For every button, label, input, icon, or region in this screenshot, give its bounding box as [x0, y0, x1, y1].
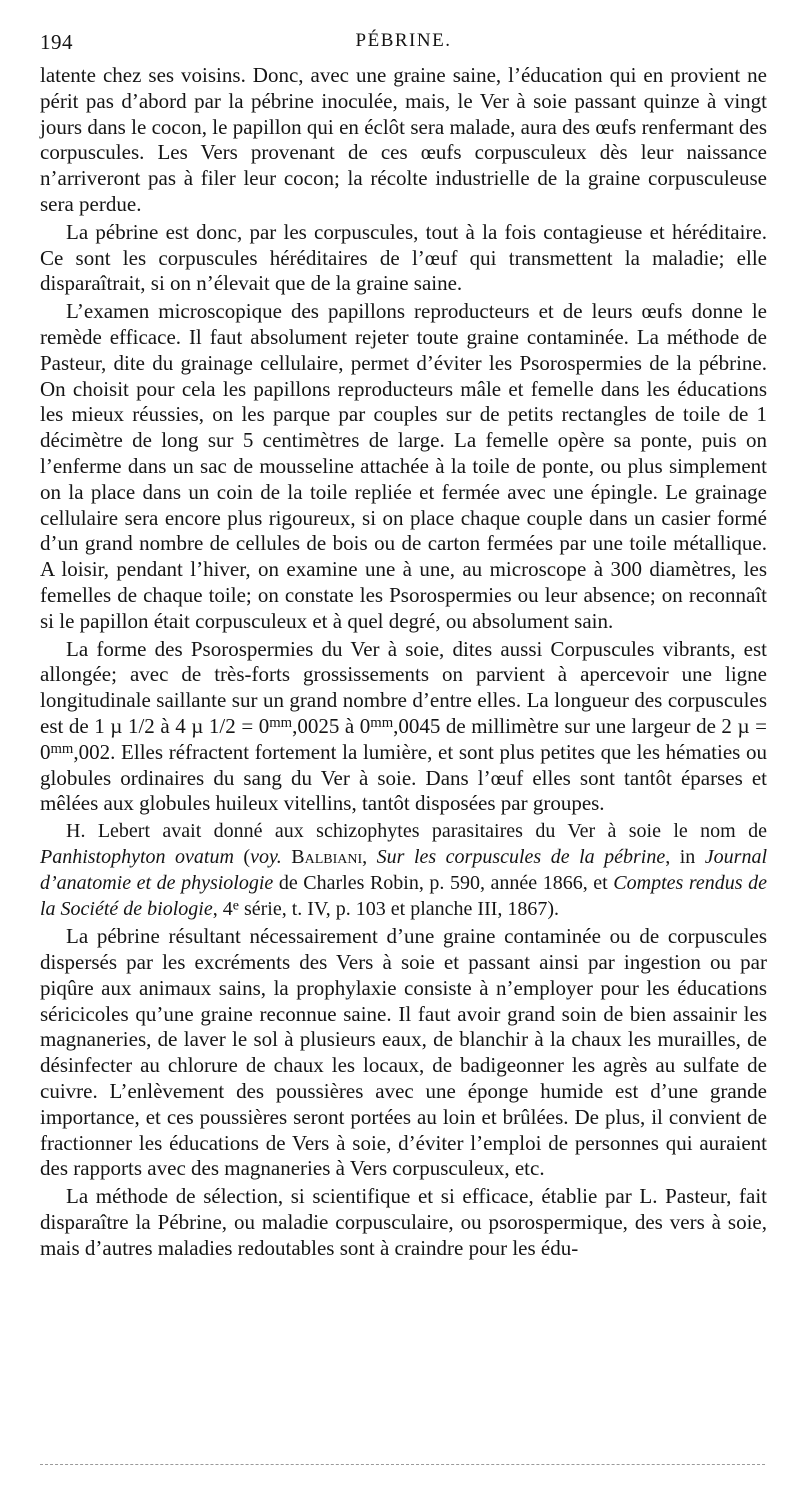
text-run	[282, 846, 292, 868]
text-run: (	[233, 845, 251, 868]
page-header	[40, 28, 767, 56]
text-run: série, t. IV, p. 103 et planche III, 1867).	[238, 897, 560, 920]
paragraph-5-note	[40, 819, 767, 922]
paragraph-3: L’examen microscopique des papillons reproducteurs et de leurs œufs donne le remède efficace. Il faut absolument rejeter toute graine contaminée. La méthode de Pasteur, dite du grainage cellulaire, permet d’éviter les Psorospermies de la pébrine. On choisit pour cela les papillons reproducteurs mâle et femelle dans les éducations les mieux réussies, on les parque par couples sur de petits rectangles de toile de 1 décimètre de long sur 5 centimètres de large. La femelle opère sa ponte, puis on l’enferme dans un sac de mousseline attachée à la toile de ponte, ou plus simplement on la place dans un coin de la toile repliée et fermée avec une épingle. Le grainage cellulaire sera encore plus rigoureux, si on place chaque couple dans un casier formé d’un grand nombre de cellules de bois ou de carton fermées par une toile métallique. A loisir, pendant l’hiver, on examine une à une, au microscope à 300 diamètres, les femelles de chaque toile; on constate les Psorospermies ou leur absence; on reconnaît si le papillon était corpusculeux et à quel degré, ou absolument sain.	[40, 299, 767, 633]
italic-run: Comptes rendus de la Société de biologie	[40, 871, 767, 920]
text-run: ,	[362, 845, 377, 868]
book-page	[40, 28, 767, 1262]
italic-run: voy.	[250, 845, 282, 868]
text-run: ,002. Elles réfractent fortement la lumière, et sont plus petites que les hématies ou globules ordinaires du sang du Ver à soie. Dans l’œuf elles sont tantôt éparses et mêlées aux globules huileux vitellins, tantôt disposées par groupes.	[40, 739, 767, 816]
italic-run: Journal d’anatomie et de physiologie	[40, 845, 767, 894]
superscript: mm	[269, 715, 293, 732]
paragraph-4	[40, 637, 767, 818]
italic-run: Sur les corpuscules de la pébrine	[376, 845, 666, 868]
page-number: 194	[40, 30, 73, 54]
superscript: e	[232, 897, 239, 913]
text-run: ,0045 de millimètre sur une largeur de 2 µ = 0	[40, 713, 767, 764]
text-run: ,0025 à 0	[292, 713, 371, 738]
body-text	[40, 63, 767, 1262]
text-run: H. Lebert avait donné aux schizophytes parasitaires du Ver à soie le nom de	[66, 820, 767, 843]
text-run: de Charles Robin, p. 590, année 1866, et	[273, 871, 614, 894]
paragraph-2: La pébrine est donc, par les corpuscules, tout à la fois contagieuse et héréditaire. Ce sont les corpuscules héréditaires de l’œuf qui transmettent la maladie; elle disparaîtrait, si on n’élevait que de la graine saine.	[40, 219, 767, 296]
text-run: , 4	[212, 897, 233, 920]
paragraph-7: La méthode de sélection, si scientifique et si efficace, établie par L. Pasteur, fait disparaître la Pébrine, ou maladie corpusculaire, ou psorospermique, des vers à soie, mais d’autres maladies redoutables sont à craindre pour les édu-	[40, 1184, 767, 1260]
running-head: PÉBRINE.	[355, 30, 452, 51]
superscript: mm	[370, 715, 394, 732]
superscript: mm	[50, 740, 74, 757]
paragraph-1: latente chez ses voisins. Donc, avec une graine saine, l’éducation qui en provient ne périt pas d’abord par la pébrine inoculée, mais, le Ver à soie passant quinze à vingt jours dans le cocon, le papillon qui en éclôt sera malade, aura des œufs renfermant des corpuscules. Les Vers provenant de ces œufs corpusculeux dès leur naissance n’arriveront pas à filer leur cocon; la récolte industrielle de la graine corpusculeuse sera perdue.	[40, 63, 767, 216]
paragraph-6: La pébrine résultant nécessairement d’une graine contaminée ou de corpuscules dispersés par les excréments des Vers à soie et passant ainsi par ingestion ou par piqûre aux animaux sains, la prophylaxie consiste à n’employer pour les éducations séricicoles qu’une graine reconnue saine. Il faut avoir grand soin de bien assainir les magnaneries, de laver le sol à plusieurs eaux, de blanchir à la chaux les murailles, de désinfecter au chlorure de chaux les locaux, de badigeonner les agrès au sulfate de cuivre. L’enlèvement des poussières avec une éponge humide est d’une grande importance, et ces poussières seront portées au loin et brûlées. De plus, il convient de fractionner les éducations de Vers à soie, d’éviter l’emploi de personnes qui auraient des rapports avec des magnaneries à Vers corpusculeux, etc.	[40, 924, 767, 1181]
text-run: La forme des Psorospermies du Ver à soie, dites aussi Corpuscules vibrants, est allongée; avec de très-forts grossissements on parvient à apercevoir une ligne longitudinale saillante sur un grand nombre d’entre elles. La longueur des corpuscules est de 1 µ 1/2 à 4 µ 1/2 = 0	[40, 636, 767, 738]
small-caps-run: Balbiani	[291, 845, 363, 868]
footer-divider	[40, 1464, 765, 1465]
text-run: , in	[665, 845, 705, 868]
italic-run: Panhistophyton ovatum	[40, 845, 234, 868]
